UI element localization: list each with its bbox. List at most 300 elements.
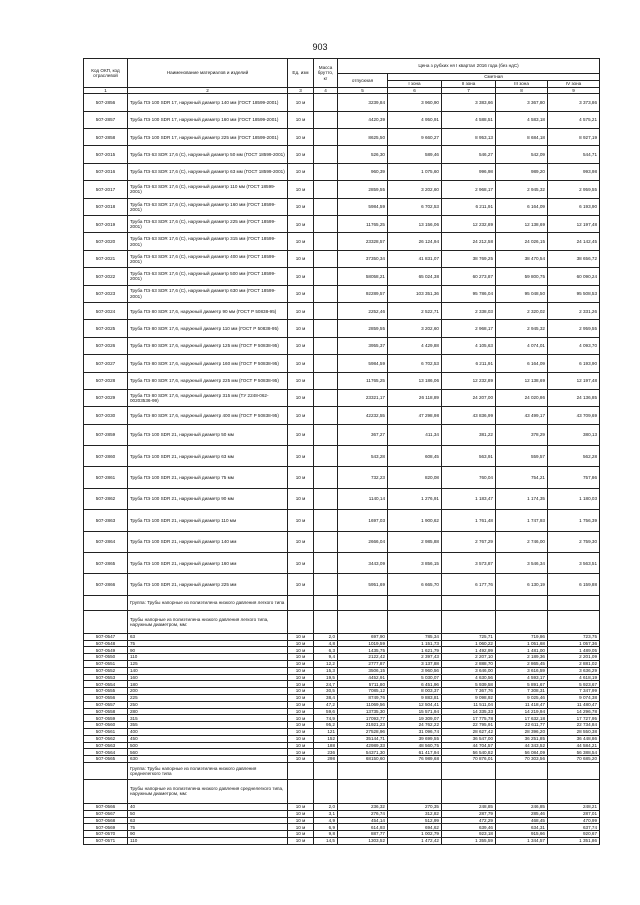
column-number: 4 bbox=[314, 88, 338, 94]
price-group-header: Цена з рубхих ня I квартал 2016 года (без ндС) bbox=[338, 59, 600, 74]
cell-code: 507-0557 bbox=[84, 701, 128, 708]
cell-name: Труба ПЭ 80 SDR 17,6, наружный диаметр 400 мм (ГОСТ Р 50838-95) bbox=[128, 407, 288, 424]
cell-release: 2859,55 bbox=[338, 181, 388, 198]
cell-mass bbox=[314, 355, 338, 372]
cell-mass bbox=[314, 389, 338, 406]
cell-mass: 9,8 bbox=[314, 831, 338, 838]
cell-z1: 4 429,88 bbox=[388, 337, 442, 354]
cell-name: Труба ПЭ 80 SDR 17,6, наружный диаметр 315 мм (ТУ 2248-062-00203536-99) bbox=[128, 389, 288, 406]
cell-code: 507-2860 bbox=[84, 446, 128, 467]
cell-release: 732,23 bbox=[338, 467, 388, 488]
cell-unit: 10 м bbox=[288, 337, 314, 354]
cell-unit: 10 м bbox=[288, 488, 314, 509]
cell-mass: 2,0 bbox=[314, 633, 338, 640]
cell-name: Труба ПЭ 100 SDR 21, наружный диаметр 75 мм bbox=[128, 467, 288, 488]
cell-mass bbox=[314, 302, 338, 319]
cell-name: Труба ПЭ 100 SDR 21, наружный диаметр 50 мм bbox=[128, 424, 288, 445]
cell-release: 92289,57 bbox=[338, 285, 388, 302]
cell-z1: 24 762,22 bbox=[388, 722, 442, 729]
empty-cell bbox=[388, 595, 442, 610]
cell-z1: 1 472,42 bbox=[388, 837, 442, 844]
table-row bbox=[84, 674, 600, 681]
cell-z1: 76 989,68 bbox=[388, 756, 442, 763]
cell-z4: 14 296,78 bbox=[548, 708, 600, 715]
cell-code: 507-2020 bbox=[84, 233, 128, 250]
cell-z1: 2 522,71 bbox=[388, 302, 442, 319]
cell-name: 160 bbox=[128, 674, 288, 681]
cell-z4: 380,13 bbox=[548, 424, 600, 445]
cell-release: 1303,52 bbox=[338, 837, 388, 844]
cell-mass: 95,2 bbox=[314, 722, 338, 729]
table-row bbox=[84, 389, 600, 406]
estimate-header: Сметная bbox=[388, 74, 600, 81]
cell-z3: 8 684,18 bbox=[496, 129, 548, 146]
table-row bbox=[84, 647, 600, 654]
column-number: 9 bbox=[548, 88, 600, 94]
cell-z1: 4 950,91 bbox=[388, 111, 442, 128]
cell-unit: 10 м bbox=[288, 661, 314, 668]
table-row bbox=[84, 633, 600, 640]
cell-unit: 10 м bbox=[288, 831, 314, 838]
cell-mass: 4,8 bbox=[314, 640, 338, 647]
cell-z3: 754,21 bbox=[496, 467, 548, 488]
cell-z3: 2 865,45 bbox=[496, 661, 548, 668]
cell-name: Труба ПЭ 80 SDR 17,6, наружный диаметр 110 мм (ГОСТ Р 50838-95) bbox=[128, 320, 288, 337]
table-row bbox=[84, 531, 600, 552]
cell-z2: 1 761,48 bbox=[442, 510, 496, 531]
cell-z1: 694,62 bbox=[388, 824, 442, 831]
cell-name: Труба ПЭ 100 SDR 21, наружный диаметр 140 мм bbox=[128, 531, 288, 552]
cell-unit: 10 м bbox=[288, 424, 314, 445]
cell-name: Труба ПЭ 63 SDR 17,6 (С), наружный диаметр 400 мм (ГОСТ 18599-2001) bbox=[128, 250, 288, 267]
cell-z1: 48 560,75 bbox=[388, 742, 442, 749]
cell-z1: 9 660,27 bbox=[388, 129, 442, 146]
col-mass-header: Масса брутто, кг bbox=[314, 59, 338, 88]
cell-z1: 6 702,53 bbox=[388, 355, 442, 372]
cell-name: Труба ПЭ 80 SDR 17,6, наружный диаметр 90 мм (ГОСТ Р 50838-95) bbox=[128, 302, 288, 319]
cell-release: 35144,71 bbox=[338, 735, 388, 742]
cell-release: 5951,69 bbox=[338, 574, 388, 595]
empty-cell bbox=[442, 762, 496, 779]
table-row bbox=[84, 302, 600, 319]
cell-mass bbox=[314, 285, 338, 302]
cell-name: 250 bbox=[128, 701, 288, 708]
column-number: 8 bbox=[496, 88, 548, 94]
cell-name: 180 bbox=[128, 681, 288, 688]
cell-z3: 12 138,69 bbox=[496, 216, 548, 233]
cell-z1: 12 504,41 bbox=[388, 701, 442, 708]
cell-z1: 6 665,70 bbox=[388, 574, 442, 595]
cell-release: 21921,23 bbox=[338, 722, 388, 729]
cell-z4: 248,21 bbox=[548, 803, 600, 810]
empty-cell bbox=[84, 762, 128, 779]
cell-unit: 10 м bbox=[288, 355, 314, 372]
cell-z2: 2 767,29 bbox=[442, 531, 496, 552]
cell-release: 526,30 bbox=[338, 146, 388, 163]
cell-name: Труба ПЭ 100 SDR 21, наружный диаметр 225 мм bbox=[128, 574, 288, 595]
cell-release: 2666,04 bbox=[338, 531, 388, 552]
cell-z4: 3 636,29 bbox=[548, 667, 600, 674]
cell-unit: 10 м bbox=[288, 181, 314, 198]
cell-mass: 298 bbox=[314, 756, 338, 763]
cell-code: 507-0549 bbox=[84, 647, 128, 654]
empty-cell bbox=[388, 610, 442, 633]
cell-z3: 44 343,52 bbox=[496, 742, 548, 749]
group-row bbox=[84, 762, 600, 779]
cell-z4: 60 090,24 bbox=[548, 268, 600, 285]
cell-name: 75 bbox=[128, 824, 288, 831]
empty-cell bbox=[84, 610, 128, 633]
cell-release: 5984,59 bbox=[338, 198, 388, 215]
column-number: 7 bbox=[442, 88, 496, 94]
cell-z1: 312,82 bbox=[388, 810, 442, 817]
cell-unit: 10 м bbox=[288, 688, 314, 695]
cell-release: 5984,59 bbox=[338, 355, 388, 372]
cell-release: 960,39 bbox=[338, 163, 388, 180]
cell-code: 507-0556 bbox=[84, 695, 128, 702]
cell-name: 63 bbox=[128, 817, 288, 824]
cell-z2: 60 273,87 bbox=[442, 268, 496, 285]
empty-cell bbox=[442, 595, 496, 610]
cell-mass bbox=[314, 163, 338, 180]
cell-release: 3506,15 bbox=[338, 667, 388, 674]
cell-name: 315 bbox=[128, 715, 288, 722]
cell-unit: 10 м bbox=[288, 302, 314, 319]
table-row bbox=[84, 250, 600, 267]
cell-z1: 3 960,90 bbox=[388, 94, 442, 111]
zone-4-header: IV зона bbox=[548, 81, 600, 88]
empty-cell bbox=[388, 779, 442, 803]
cell-z4: 4 575,21 bbox=[548, 111, 600, 128]
table-row bbox=[84, 467, 600, 488]
cell-z3: 11 418,47 bbox=[496, 701, 548, 708]
cell-z4: 723,75 bbox=[548, 633, 600, 640]
cell-z2: 2 888,70 bbox=[442, 661, 496, 668]
cell-release: 454,14 bbox=[338, 817, 388, 824]
cell-z1: 39 699,55 bbox=[388, 735, 442, 742]
table-row bbox=[84, 728, 600, 735]
cell-mass bbox=[314, 488, 338, 509]
table-row bbox=[84, 424, 600, 445]
cell-mass: 24,7 bbox=[314, 681, 338, 688]
cell-z1: 3 202,60 bbox=[388, 181, 442, 198]
cell-z3: 378,29 bbox=[496, 424, 548, 445]
cell-z1: 3 202,60 bbox=[388, 320, 442, 337]
cell-z4: 3 373,86 bbox=[548, 94, 600, 111]
cell-z4: 95 508,53 bbox=[548, 285, 600, 302]
cell-z4: 9 074,38 bbox=[548, 695, 600, 702]
empty-cell bbox=[548, 779, 600, 803]
table-row bbox=[84, 553, 600, 574]
cell-mass: 6,9 bbox=[314, 824, 338, 831]
cell-release: 2859,55 bbox=[338, 320, 388, 337]
group-row bbox=[84, 610, 600, 633]
cell-z2: 1 492,99 bbox=[442, 647, 496, 654]
cell-name: 630 bbox=[128, 756, 288, 763]
cell-z4: 38 656,72 bbox=[548, 250, 600, 267]
cell-z1: 411,34 bbox=[388, 424, 442, 445]
cell-release: 1435,75 bbox=[338, 647, 388, 654]
cell-z2: 287,79 bbox=[442, 810, 496, 817]
cell-z2: 12 232,89 bbox=[442, 372, 496, 389]
cell-z1: 3 137,88 bbox=[388, 661, 442, 668]
cell-z2: 24 207,00 bbox=[442, 389, 496, 406]
table-row bbox=[84, 233, 600, 250]
cell-code: 507-2858 bbox=[84, 129, 128, 146]
cell-z4: 22 734,84 bbox=[548, 722, 600, 729]
cell-mass bbox=[314, 233, 338, 250]
cell-z4: 8 927,19 bbox=[548, 129, 600, 146]
cell-z2: 725,71 bbox=[442, 633, 496, 640]
column-number: 3 bbox=[288, 88, 314, 94]
group-title: Группа: Трубы напорные из полиэтилена низкого давления среднелегкого типа bbox=[128, 762, 288, 779]
cell-z4: 993,98 bbox=[548, 163, 600, 180]
cell-z2: 923,18 bbox=[442, 831, 496, 838]
cell-z3: 1 344,57 bbox=[496, 837, 548, 844]
cell-name: 125 bbox=[128, 661, 288, 668]
cell-z2: 24 212,58 bbox=[442, 233, 496, 250]
cell-z3: 6 164,09 bbox=[496, 198, 548, 215]
cell-z2: 5 939,58 bbox=[442, 681, 496, 688]
cell-z1: 13 186,06 bbox=[388, 372, 442, 389]
cell-code: 507-0570 bbox=[84, 831, 128, 838]
cell-z3: 285,46 bbox=[496, 810, 548, 817]
cell-code: 507-2863 bbox=[84, 510, 128, 531]
cell-z4: 4 093,70 bbox=[548, 337, 600, 354]
cell-mass: 74,9 bbox=[314, 715, 338, 722]
table-row bbox=[84, 803, 600, 810]
empty-cell bbox=[338, 762, 388, 779]
cell-unit: 10 м bbox=[288, 320, 314, 337]
cell-unit: 10 м bbox=[288, 647, 314, 654]
cell-z4: 287,01 bbox=[548, 810, 600, 817]
cell-z3: 56 084,09 bbox=[496, 749, 548, 756]
empty-cell bbox=[314, 610, 338, 633]
table-row bbox=[84, 735, 600, 742]
cell-mass bbox=[314, 198, 338, 215]
cell-z4: 11 480,47 bbox=[548, 701, 600, 708]
cell-release: 23328,57 bbox=[338, 233, 388, 250]
table-row bbox=[84, 198, 600, 215]
cell-z4: 24 142,45 bbox=[548, 233, 600, 250]
cell-code: 507-0550 bbox=[84, 654, 128, 661]
cell-z2: 4 588,51 bbox=[442, 111, 496, 128]
cell-z4: 920,67 bbox=[548, 831, 600, 838]
table-row bbox=[84, 708, 600, 715]
empty-cell bbox=[84, 595, 128, 610]
cell-z3: 36 251,85 bbox=[496, 735, 548, 742]
cell-z3: 468,45 bbox=[496, 817, 548, 824]
cell-code: 507-2023 bbox=[84, 285, 128, 302]
cell-z2: 996,98 bbox=[442, 163, 496, 180]
cell-z2: 38 769,25 bbox=[442, 250, 496, 267]
cell-z3: 95 048,50 bbox=[496, 285, 548, 302]
cell-mass: 47,2 bbox=[314, 701, 338, 708]
cell-mass: 9,4 bbox=[314, 654, 338, 661]
cell-z1: 785,34 bbox=[388, 633, 442, 640]
cell-z2: 36 547,00 bbox=[442, 735, 496, 742]
table-row bbox=[84, 681, 600, 688]
cell-name: Труба ПЭ 63 SDR 17,6 (С), наружный диаметр 160 мм (ГОСТ 18599-2001) bbox=[128, 198, 288, 215]
cell-code: 507-0560 bbox=[84, 722, 128, 729]
cell-z1: 512,99 bbox=[388, 817, 442, 824]
cell-mass bbox=[314, 94, 338, 111]
cell-z4: 757,86 bbox=[548, 467, 600, 488]
empty-cell bbox=[496, 779, 548, 803]
cell-z4: 2 881,02 bbox=[548, 661, 600, 668]
cell-z4: 544,71 bbox=[548, 146, 600, 163]
cell-z4: 2 959,55 bbox=[548, 181, 600, 198]
cell-mass bbox=[314, 574, 338, 595]
cell-mass bbox=[314, 129, 338, 146]
cell-z1: 3 960,56 bbox=[388, 667, 442, 674]
cell-release: 276,74 bbox=[338, 810, 388, 817]
cell-mass: 3,1 bbox=[314, 810, 338, 817]
cell-release: 42989,33 bbox=[338, 742, 388, 749]
cell-release: 367,27 bbox=[338, 424, 388, 445]
cell-unit: 10 м bbox=[288, 681, 314, 688]
cell-code: 507-0567 bbox=[84, 810, 128, 817]
table-row bbox=[84, 667, 600, 674]
cell-z3: 24 026,15 bbox=[496, 233, 548, 250]
cell-z2: 56 540,82 bbox=[442, 749, 496, 756]
cell-z3: 542,09 bbox=[496, 146, 548, 163]
cell-z1: 1 621,79 bbox=[388, 647, 442, 654]
cell-unit: 10 м bbox=[288, 735, 314, 742]
cell-z3: 2 320,02 bbox=[496, 302, 548, 319]
cell-z2: 22 795,91 bbox=[442, 722, 496, 729]
col-name-header: Наименование материалов и изделий bbox=[128, 59, 288, 88]
table-row bbox=[84, 654, 600, 661]
cell-z1: 6 451,96 bbox=[388, 681, 442, 688]
cell-z1: 1 151,73 bbox=[388, 640, 442, 647]
cell-z2: 1 060,22 bbox=[442, 640, 496, 647]
cell-z4: 1 756,39 bbox=[548, 510, 600, 531]
cell-code: 507-2030 bbox=[84, 407, 128, 424]
cell-z4: 1 180,03 bbox=[548, 488, 600, 509]
cell-unit: 10 м bbox=[288, 198, 314, 215]
cell-z2: 12 232,89 bbox=[442, 216, 496, 233]
cell-release: 236,32 bbox=[338, 803, 388, 810]
cell-release: 42232,55 bbox=[338, 407, 388, 424]
cell-z3: 14 219,94 bbox=[496, 708, 548, 715]
cell-release: 11069,56 bbox=[338, 701, 388, 708]
cell-name: Труба ПЭ 63 SDR 17,6 (С), наружный диаметр 110 мм (ГОСТ 18599-2001) bbox=[128, 181, 288, 198]
table-row bbox=[84, 163, 600, 180]
cell-unit: 10 м bbox=[288, 722, 314, 729]
cell-code: 507-2027 bbox=[84, 355, 128, 372]
cell-code: 507-2029 bbox=[84, 389, 128, 406]
table-row bbox=[84, 837, 600, 844]
cell-mass bbox=[314, 531, 338, 552]
cell-z1: 820,08 bbox=[388, 467, 442, 488]
page-number: 903 bbox=[312, 42, 328, 52]
cell-name: 90 bbox=[128, 647, 288, 654]
cell-code: 507-0565 bbox=[84, 756, 128, 763]
cell-z2: 3 573,87 bbox=[442, 553, 496, 574]
cell-mass: 12,2 bbox=[314, 661, 338, 668]
cell-z4: 28 550,38 bbox=[548, 728, 600, 735]
cell-name: 90 bbox=[128, 831, 288, 838]
cell-z3: 2 945,32 bbox=[496, 181, 548, 198]
cell-code: 507-0553 bbox=[84, 674, 128, 681]
table-row bbox=[84, 355, 600, 372]
table-row bbox=[84, 695, 600, 702]
empty-cell bbox=[442, 610, 496, 633]
cell-release: 13735,30 bbox=[338, 708, 388, 715]
cell-mass bbox=[314, 372, 338, 389]
cell-z4: 637,74 bbox=[548, 824, 600, 831]
cell-release: 8625,50 bbox=[338, 129, 388, 146]
cell-z4: 1 057,36 bbox=[548, 640, 600, 647]
empty-cell bbox=[496, 595, 548, 610]
cell-name: 560 bbox=[128, 749, 288, 756]
cell-mass bbox=[314, 510, 338, 531]
cell-name: Труба ПЭ 100 SDR 21, наружный диаметр 63 мм bbox=[128, 446, 288, 467]
empty-cell bbox=[288, 595, 314, 610]
cell-z1: 103 351,36 bbox=[388, 285, 442, 302]
cell-z2: 11 511,04 bbox=[442, 701, 496, 708]
cell-z1: 65 024,38 bbox=[388, 268, 442, 285]
cell-unit: 10 м bbox=[288, 817, 314, 824]
cell-name: Труба ПЭ 100 SDR 21, наружный диаметр 160 мм bbox=[128, 553, 288, 574]
cell-z4: 470,99 bbox=[548, 817, 600, 824]
cell-unit: 10 м bbox=[288, 285, 314, 302]
cell-unit: 10 м bbox=[288, 553, 314, 574]
cell-z4: 12 197,48 bbox=[548, 216, 600, 233]
cell-unit: 10 м bbox=[288, 268, 314, 285]
cell-z1: 13 156,06 bbox=[388, 216, 442, 233]
cell-name: Труба ПЭ 63 SDR 17,6 (С), наружный диаметр 630 мм (ГОСТ 18599-2001) bbox=[128, 285, 288, 302]
cell-name: 200 bbox=[128, 688, 288, 695]
cell-unit: 10 м bbox=[288, 695, 314, 702]
cell-mass: 4,9 bbox=[314, 817, 338, 824]
cell-mass: 59,6 bbox=[314, 708, 338, 715]
cell-release: 2122,42 bbox=[338, 654, 388, 661]
empty-cell bbox=[548, 762, 600, 779]
cell-code: 507-0555 bbox=[84, 688, 128, 695]
cell-name: Труба ПЭ 63 SDR 17,6 (С), наружный диаметр 50 мм (ГОСТ 18599-2001) bbox=[128, 146, 288, 163]
col-unit-header: Ед. изм bbox=[288, 59, 314, 88]
cell-z1: 270,35 bbox=[388, 803, 442, 810]
cell-release: 1140,14 bbox=[338, 488, 388, 509]
cell-z2: 639,46 bbox=[442, 824, 496, 831]
empty-cell bbox=[388, 762, 442, 779]
cell-z3: 1 747,93 bbox=[496, 510, 548, 531]
cell-release: 58058,21 bbox=[338, 268, 388, 285]
cell-z4: 2 959,55 bbox=[548, 320, 600, 337]
cell-release: 2777,87 bbox=[338, 661, 388, 668]
cell-mass: 6,3 bbox=[314, 647, 338, 654]
cell-z2: 44 704,57 bbox=[442, 742, 496, 749]
zone-3-header: III зона bbox=[496, 81, 548, 88]
cell-release: 697,90 bbox=[338, 633, 388, 640]
cell-code: 507-0569 bbox=[84, 824, 128, 831]
cell-release: 5711,80 bbox=[338, 681, 388, 688]
cell-z4: 7 347,99 bbox=[548, 688, 600, 695]
cell-mass: 121 bbox=[314, 728, 338, 735]
cell-unit: 10 м bbox=[288, 633, 314, 640]
cell-unit: 10 м bbox=[288, 446, 314, 467]
cell-z2: 17 775,78 bbox=[442, 715, 496, 722]
empty-cell bbox=[338, 779, 388, 803]
cell-z3: 6 130,19 bbox=[496, 574, 548, 595]
cell-unit: 10 м bbox=[288, 467, 314, 488]
cell-mass: 152 bbox=[314, 735, 338, 742]
cell-z1: 8 003,37 bbox=[388, 688, 442, 695]
table-row bbox=[84, 320, 600, 337]
cell-z2: 472,29 bbox=[442, 817, 496, 824]
